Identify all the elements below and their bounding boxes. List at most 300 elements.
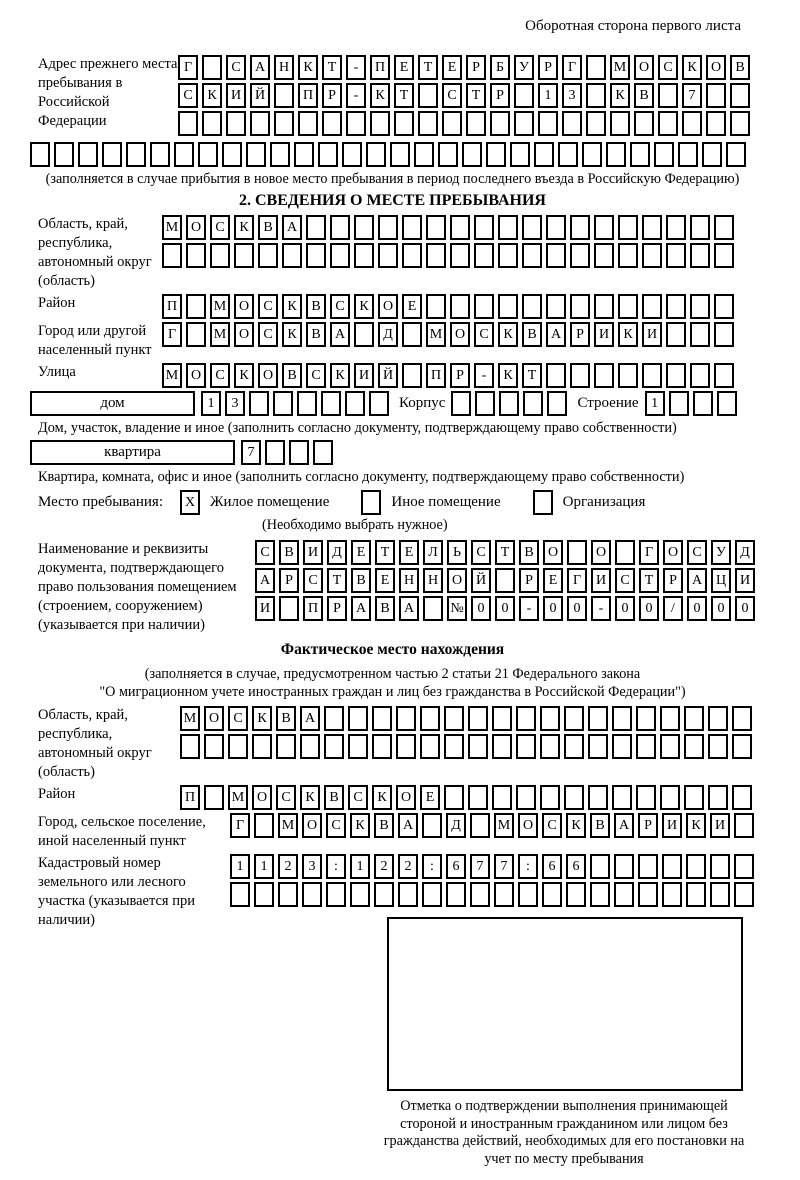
char-cell[interactable]	[498, 294, 518, 319]
char-cell[interactable]: С	[276, 785, 296, 810]
char-cell[interactable]	[198, 142, 218, 167]
char-cell[interactable]: И	[642, 322, 662, 347]
char-cell[interactable]: П	[426, 363, 446, 388]
char-cell[interactable]	[636, 734, 656, 759]
char-cell[interactable]	[660, 734, 680, 759]
char-cell[interactable]	[564, 734, 584, 759]
char-cell[interactable]	[662, 854, 682, 879]
char-cell[interactable]: М	[210, 294, 230, 319]
char-cell[interactable]	[540, 785, 560, 810]
char-cell[interactable]: Т	[495, 540, 515, 565]
char-cell[interactable]: В	[634, 83, 654, 108]
char-cell[interactable]: Ц	[711, 568, 731, 593]
char-cell[interactable]: И	[226, 83, 246, 108]
char-cell[interactable]	[514, 83, 534, 108]
char-cell[interactable]: Й	[471, 568, 491, 593]
char-cell[interactable]	[734, 854, 754, 879]
char-cell[interactable]: И	[255, 596, 275, 621]
char-cell[interactable]: В	[324, 785, 344, 810]
house-type-box[interactable]: дом	[30, 391, 195, 416]
char-cell[interactable]	[492, 734, 512, 759]
char-cell[interactable]	[438, 142, 458, 167]
char-cell[interactable]	[350, 882, 370, 907]
char-cell[interactable]	[345, 391, 365, 416]
char-cell[interactable]	[499, 391, 519, 416]
char-cell[interactable]	[495, 568, 515, 593]
char-cell[interactable]	[278, 882, 298, 907]
char-cell[interactable]: Е	[543, 568, 563, 593]
char-cell[interactable]	[202, 55, 222, 80]
char-cell[interactable]: А	[546, 322, 566, 347]
char-cell[interactable]	[228, 734, 248, 759]
char-cell[interactable]	[273, 391, 293, 416]
char-cell[interactable]	[516, 785, 536, 810]
char-cell[interactable]	[564, 706, 584, 731]
char-cell[interactable]	[234, 243, 254, 268]
char-cell[interactable]	[547, 391, 567, 416]
char-cell[interactable]	[706, 83, 726, 108]
char-cell[interactable]: 0	[615, 596, 635, 621]
char-cell[interactable]: 0	[711, 596, 731, 621]
char-cell[interactable]	[202, 111, 222, 136]
char-cell[interactable]: Т	[375, 540, 395, 565]
char-cell[interactable]: М	[162, 215, 182, 240]
char-cell[interactable]: -	[519, 596, 539, 621]
checkbox-residential[interactable]: X	[180, 490, 200, 515]
char-cell[interactable]	[690, 215, 710, 240]
char-cell[interactable]	[78, 142, 98, 167]
char-cell[interactable]	[717, 391, 737, 416]
char-cell[interactable]: С	[687, 540, 707, 565]
char-cell[interactable]: 0	[735, 596, 755, 621]
char-cell[interactable]	[678, 142, 698, 167]
char-cell[interactable]	[730, 83, 750, 108]
char-cell[interactable]: К	[202, 83, 222, 108]
char-cell[interactable]: Ь	[447, 540, 467, 565]
char-cell[interactable]	[324, 706, 344, 731]
char-cell[interactable]	[492, 785, 512, 810]
char-cell[interactable]	[402, 363, 422, 388]
char-cell[interactable]: М	[610, 55, 630, 80]
char-cell[interactable]	[516, 734, 536, 759]
char-cell[interactable]	[612, 734, 632, 759]
char-cell[interactable]	[230, 882, 250, 907]
char-cell[interactable]	[570, 363, 590, 388]
char-cell[interactable]: К	[234, 215, 254, 240]
char-cell[interactable]	[686, 854, 706, 879]
char-cell[interactable]: К	[350, 813, 370, 838]
char-cell[interactable]	[660, 706, 680, 731]
char-cell[interactable]	[514, 111, 534, 136]
char-cell[interactable]	[402, 215, 422, 240]
char-cell[interactable]: Р	[538, 55, 558, 80]
char-cell[interactable]: В	[522, 322, 542, 347]
char-cell[interactable]	[498, 215, 518, 240]
char-cell[interactable]: В	[279, 540, 299, 565]
char-cell[interactable]: О	[396, 785, 416, 810]
char-cell[interactable]: С	[442, 83, 462, 108]
char-cell[interactable]	[30, 142, 50, 167]
char-cell[interactable]: -	[591, 596, 611, 621]
char-cell[interactable]	[615, 540, 635, 565]
char-cell[interactable]: К	[300, 785, 320, 810]
char-cell[interactable]	[289, 440, 309, 465]
char-cell[interactable]: Е	[402, 294, 422, 319]
char-cell[interactable]	[348, 734, 368, 759]
char-cell[interactable]	[466, 111, 486, 136]
char-cell[interactable]	[474, 243, 494, 268]
char-cell[interactable]	[249, 391, 269, 416]
char-cell[interactable]: №	[447, 596, 467, 621]
char-cell[interactable]	[540, 734, 560, 759]
char-cell[interactable]	[250, 111, 270, 136]
char-cell[interactable]: О	[518, 813, 538, 838]
char-cell[interactable]: А	[250, 55, 270, 80]
char-cell[interactable]: Т	[418, 55, 438, 80]
char-cell[interactable]	[204, 734, 224, 759]
char-cell[interactable]	[636, 785, 656, 810]
char-cell[interactable]: С	[615, 568, 635, 593]
char-cell[interactable]: А	[687, 568, 707, 593]
char-cell[interactable]: И	[735, 568, 755, 593]
char-cell[interactable]	[654, 142, 674, 167]
char-cell[interactable]	[638, 854, 658, 879]
char-cell[interactable]: О	[258, 363, 278, 388]
char-cell[interactable]: С	[306, 363, 326, 388]
char-cell[interactable]: П	[370, 55, 390, 80]
char-cell[interactable]	[444, 785, 464, 810]
char-cell[interactable]	[666, 363, 686, 388]
char-cell[interactable]	[542, 882, 562, 907]
char-cell[interactable]: Г	[567, 568, 587, 593]
char-cell[interactable]	[522, 294, 542, 319]
char-cell[interactable]	[470, 813, 490, 838]
char-cell[interactable]	[162, 243, 182, 268]
char-cell[interactable]	[588, 734, 608, 759]
char-cell[interactable]: -	[474, 363, 494, 388]
char-cell[interactable]: В	[374, 813, 394, 838]
char-cell[interactable]: Д	[327, 540, 347, 565]
char-cell[interactable]: К	[682, 55, 702, 80]
char-cell[interactable]: А	[614, 813, 634, 838]
char-cell[interactable]: Е	[442, 55, 462, 80]
char-cell[interactable]: С	[258, 294, 278, 319]
char-cell[interactable]	[426, 294, 446, 319]
char-cell[interactable]: М	[494, 813, 514, 838]
char-cell[interactable]: Б	[490, 55, 510, 80]
char-cell[interactable]	[714, 322, 734, 347]
char-cell[interactable]	[594, 363, 614, 388]
char-cell[interactable]	[684, 785, 704, 810]
char-cell[interactable]: Р	[466, 55, 486, 80]
char-cell[interactable]	[462, 142, 482, 167]
char-cell[interactable]	[594, 215, 614, 240]
char-cell[interactable]	[180, 734, 200, 759]
char-cell[interactable]: С	[210, 363, 230, 388]
char-cell[interactable]: Т	[466, 83, 486, 108]
char-cell[interactable]: Е	[394, 55, 414, 80]
char-cell[interactable]: О	[663, 540, 683, 565]
char-cell[interactable]: А	[282, 215, 302, 240]
char-cell[interactable]: О	[450, 322, 470, 347]
char-cell[interactable]: О	[447, 568, 467, 593]
char-cell[interactable]	[186, 322, 206, 347]
apartment-type-box[interactable]: квартира	[30, 440, 235, 465]
char-cell[interactable]	[394, 111, 414, 136]
char-cell[interactable]: И	[662, 813, 682, 838]
char-cell[interactable]	[426, 243, 446, 268]
char-cell[interactable]: С	[178, 83, 198, 108]
char-cell[interactable]	[538, 111, 558, 136]
char-cell[interactable]	[662, 882, 682, 907]
char-cell[interactable]: С	[258, 322, 278, 347]
char-cell[interactable]	[610, 111, 630, 136]
char-cell[interactable]: 1	[538, 83, 558, 108]
char-cell[interactable]: К	[298, 55, 318, 80]
char-cell[interactable]: К	[370, 83, 390, 108]
char-cell[interactable]: 1	[254, 854, 274, 879]
char-cell[interactable]	[306, 215, 326, 240]
char-cell[interactable]: Т	[322, 55, 342, 80]
char-cell[interactable]	[326, 882, 346, 907]
char-cell[interactable]: /	[663, 596, 683, 621]
char-cell[interactable]	[398, 882, 418, 907]
char-cell[interactable]: В	[276, 706, 296, 731]
char-cell[interactable]: А	[330, 322, 350, 347]
char-cell[interactable]: 2	[398, 854, 418, 879]
char-cell[interactable]	[372, 734, 392, 759]
char-cell[interactable]: К	[252, 706, 272, 731]
char-cell[interactable]	[510, 142, 530, 167]
char-cell[interactable]	[730, 111, 750, 136]
char-cell[interactable]: Н	[399, 568, 419, 593]
char-cell[interactable]: П	[162, 294, 182, 319]
char-cell[interactable]	[54, 142, 74, 167]
char-cell[interactable]: 3	[562, 83, 582, 108]
char-cell[interactable]: К	[330, 363, 350, 388]
char-cell[interactable]	[546, 363, 566, 388]
char-cell[interactable]	[274, 111, 294, 136]
char-cell[interactable]	[594, 294, 614, 319]
char-cell[interactable]	[732, 706, 752, 731]
char-cell[interactable]	[346, 111, 366, 136]
char-cell[interactable]	[366, 142, 386, 167]
char-cell[interactable]	[444, 734, 464, 759]
char-cell[interactable]	[586, 83, 606, 108]
char-cell[interactable]	[708, 785, 728, 810]
char-cell[interactable]	[666, 322, 686, 347]
char-cell[interactable]	[302, 882, 322, 907]
char-cell[interactable]	[690, 363, 710, 388]
char-cell[interactable]	[313, 440, 333, 465]
char-cell[interactable]	[710, 854, 730, 879]
char-cell[interactable]	[150, 142, 170, 167]
char-cell[interactable]: А	[399, 596, 419, 621]
char-cell[interactable]: 0	[495, 596, 515, 621]
char-cell[interactable]: А	[255, 568, 275, 593]
char-cell[interactable]: К	[282, 294, 302, 319]
char-cell[interactable]	[252, 734, 272, 759]
char-cell[interactable]	[423, 596, 443, 621]
char-cell[interactable]: А	[351, 596, 371, 621]
char-cell[interactable]	[618, 363, 638, 388]
char-cell[interactable]	[666, 243, 686, 268]
char-cell[interactable]: В	[306, 322, 326, 347]
char-cell[interactable]	[690, 322, 710, 347]
char-cell[interactable]	[265, 440, 285, 465]
char-cell[interactable]	[270, 142, 290, 167]
char-cell[interactable]	[614, 882, 634, 907]
char-cell[interactable]: -	[346, 55, 366, 80]
char-cell[interactable]	[354, 243, 374, 268]
char-cell[interactable]: М	[426, 322, 446, 347]
char-cell[interactable]: М	[210, 322, 230, 347]
char-cell[interactable]	[126, 142, 146, 167]
char-cell[interactable]: Е	[351, 540, 371, 565]
char-cell[interactable]	[402, 243, 422, 268]
char-cell[interactable]: В	[306, 294, 326, 319]
char-cell[interactable]	[102, 142, 122, 167]
char-cell[interactable]: 1	[201, 391, 221, 416]
char-cell[interactable]: 0	[639, 596, 659, 621]
char-cell[interactable]	[330, 215, 350, 240]
char-cell[interactable]	[422, 813, 442, 838]
char-cell[interactable]	[714, 243, 734, 268]
char-cell[interactable]: 6	[542, 854, 562, 879]
char-cell[interactable]	[686, 882, 706, 907]
char-cell[interactable]	[594, 243, 614, 268]
char-cell[interactable]: К	[354, 294, 374, 319]
char-cell[interactable]: 7	[241, 440, 261, 465]
char-cell[interactable]: К	[618, 322, 638, 347]
char-cell[interactable]	[279, 596, 299, 621]
char-cell[interactable]	[732, 734, 752, 759]
char-cell[interactable]: О	[591, 540, 611, 565]
char-cell[interactable]	[586, 111, 606, 136]
char-cell[interactable]	[590, 882, 610, 907]
char-cell[interactable]	[306, 243, 326, 268]
char-cell[interactable]	[690, 294, 710, 319]
char-cell[interactable]	[418, 111, 438, 136]
char-cell[interactable]: О	[234, 322, 254, 347]
char-cell[interactable]	[254, 813, 274, 838]
char-cell[interactable]: И	[591, 568, 611, 593]
char-cell[interactable]	[490, 111, 510, 136]
char-cell[interactable]	[708, 706, 728, 731]
char-cell[interactable]: О	[378, 294, 398, 319]
char-cell[interactable]	[582, 142, 602, 167]
char-cell[interactable]	[378, 215, 398, 240]
char-cell[interactable]	[634, 111, 654, 136]
char-cell[interactable]: Е	[399, 540, 419, 565]
char-cell[interactable]: О	[186, 363, 206, 388]
checkbox-other-premises[interactable]	[361, 490, 381, 515]
char-cell[interactable]	[282, 243, 302, 268]
char-cell[interactable]	[178, 111, 198, 136]
char-cell[interactable]	[690, 243, 710, 268]
char-cell[interactable]: О	[252, 785, 272, 810]
char-cell[interactable]: Г	[639, 540, 659, 565]
char-cell[interactable]	[534, 142, 554, 167]
char-cell[interactable]	[318, 142, 338, 167]
char-cell[interactable]: И	[594, 322, 614, 347]
char-cell[interactable]	[669, 391, 689, 416]
char-cell[interactable]	[446, 882, 466, 907]
char-cell[interactable]	[684, 706, 704, 731]
char-cell[interactable]: И	[303, 540, 323, 565]
char-cell[interactable]: С	[255, 540, 275, 565]
char-cell[interactable]	[370, 111, 390, 136]
char-cell[interactable]: О	[204, 706, 224, 731]
char-cell[interactable]	[396, 734, 416, 759]
char-cell[interactable]	[274, 83, 294, 108]
char-cell[interactable]	[468, 706, 488, 731]
char-cell[interactable]	[567, 540, 587, 565]
char-cell[interactable]: 7	[494, 854, 514, 879]
char-cell[interactable]: Г	[562, 55, 582, 80]
char-cell[interactable]	[402, 322, 422, 347]
char-cell[interactable]: Г	[230, 813, 250, 838]
char-cell[interactable]	[618, 294, 638, 319]
char-cell[interactable]	[442, 111, 462, 136]
char-cell[interactable]: С	[303, 568, 323, 593]
char-cell[interactable]	[321, 391, 341, 416]
char-cell[interactable]: С	[228, 706, 248, 731]
char-cell[interactable]: С	[330, 294, 350, 319]
char-cell[interactable]	[642, 243, 662, 268]
char-cell[interactable]	[516, 706, 536, 731]
char-cell[interactable]	[294, 142, 314, 167]
char-cell[interactable]	[642, 294, 662, 319]
char-cell[interactable]	[418, 83, 438, 108]
char-cell[interactable]: Г	[162, 322, 182, 347]
char-cell[interactable]	[732, 785, 752, 810]
char-cell[interactable]: 2	[374, 854, 394, 879]
char-cell[interactable]	[414, 142, 434, 167]
char-cell[interactable]	[636, 706, 656, 731]
char-cell[interactable]: :	[326, 854, 346, 879]
char-cell[interactable]	[570, 243, 590, 268]
char-cell[interactable]	[590, 854, 610, 879]
char-cell[interactable]	[642, 215, 662, 240]
char-cell[interactable]	[658, 83, 678, 108]
char-cell[interactable]	[374, 882, 394, 907]
char-cell[interactable]: С	[471, 540, 491, 565]
char-cell[interactable]: М	[162, 363, 182, 388]
char-cell[interactable]: К	[372, 785, 392, 810]
char-cell[interactable]	[222, 142, 242, 167]
char-cell[interactable]: К	[566, 813, 586, 838]
char-cell[interactable]	[734, 882, 754, 907]
char-cell[interactable]	[300, 734, 320, 759]
char-cell[interactable]: С	[474, 322, 494, 347]
char-cell[interactable]: :	[422, 854, 442, 879]
char-cell[interactable]: В	[519, 540, 539, 565]
char-cell[interactable]: О	[706, 55, 726, 80]
char-cell[interactable]	[562, 111, 582, 136]
char-cell[interactable]: У	[711, 540, 731, 565]
char-cell[interactable]	[342, 142, 362, 167]
char-cell[interactable]	[498, 243, 518, 268]
char-cell[interactable]	[420, 706, 440, 731]
char-cell[interactable]: П	[298, 83, 318, 108]
char-cell[interactable]	[588, 785, 608, 810]
char-cell[interactable]	[174, 142, 194, 167]
char-cell[interactable]	[475, 391, 495, 416]
char-cell[interactable]	[714, 215, 734, 240]
char-cell[interactable]	[468, 785, 488, 810]
char-cell[interactable]: Р	[490, 83, 510, 108]
